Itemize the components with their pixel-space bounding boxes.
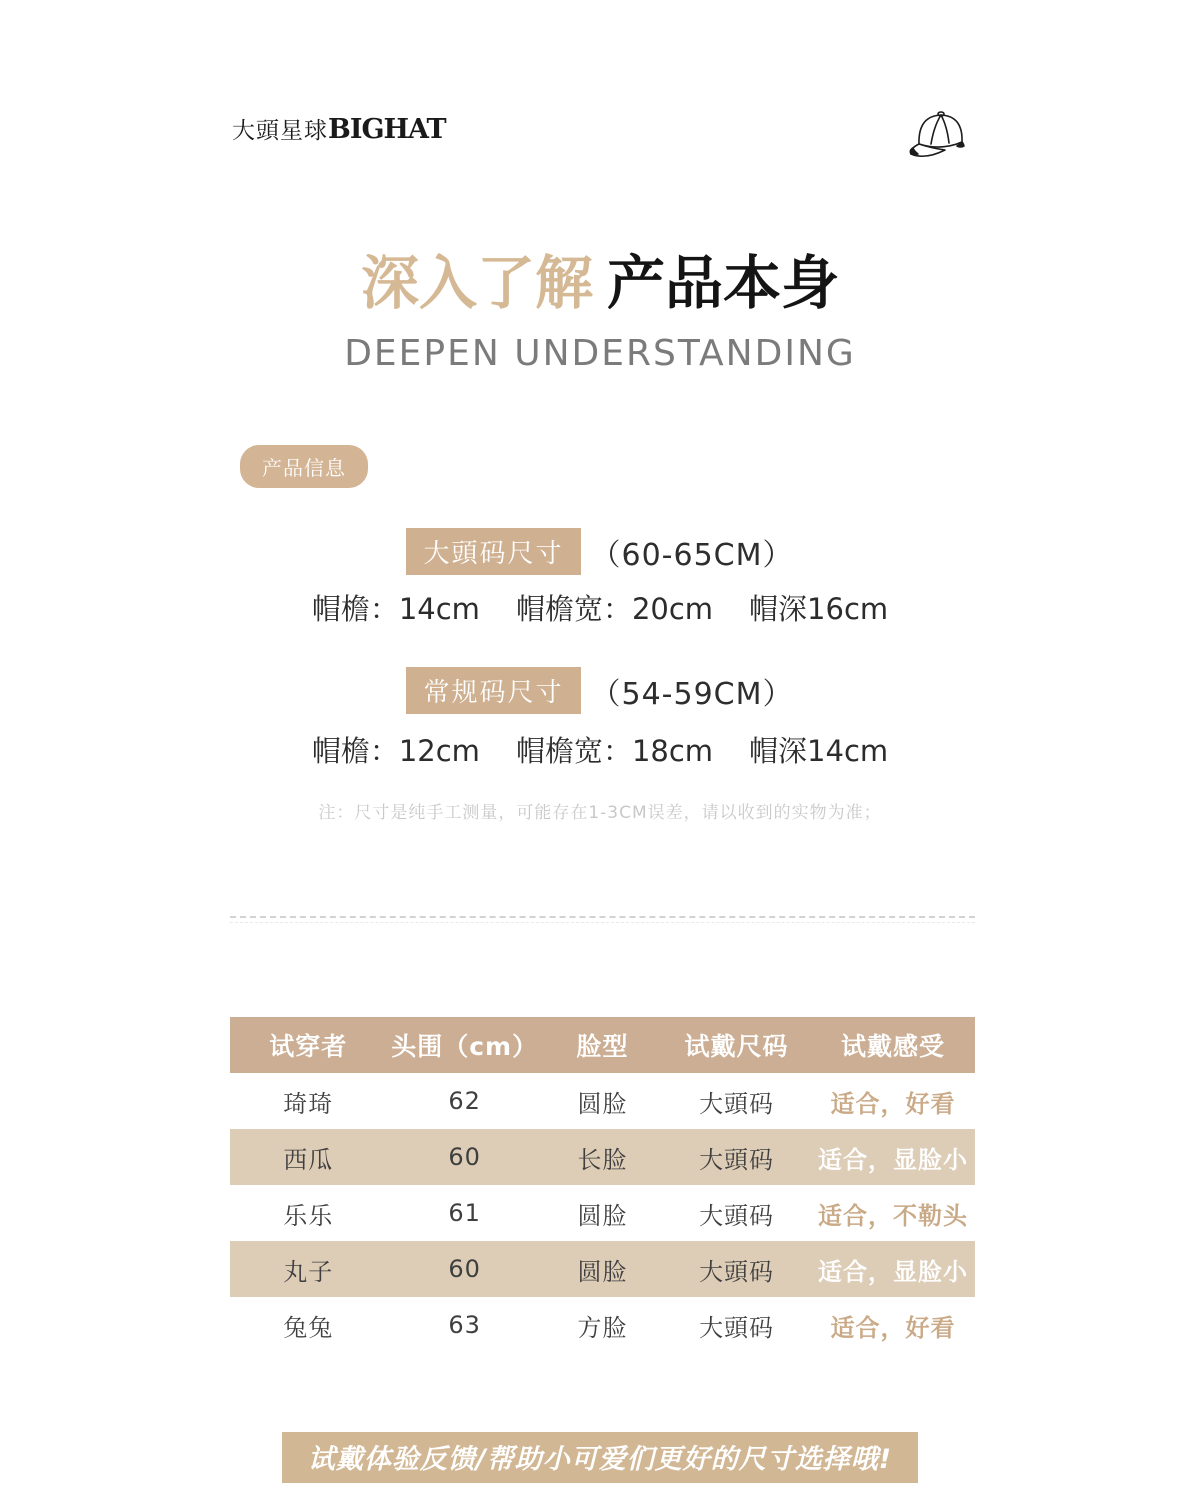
footer-banner-wrap [0, 1432, 1200, 1483]
dashed-divider-faint [230, 922, 975, 923]
size-badge-regular: 常规码尺寸 [406, 667, 580, 714]
table-cell: 圆脸 [577, 1089, 628, 1118]
size-section-regular [0, 667, 1200, 714]
table-header-row [230, 1017, 975, 1073]
size-badge-big: 大頭码尺寸 [406, 528, 580, 575]
table-cell: 大頭码 [699, 1313, 775, 1342]
page-title-main: 产品本身 [607, 249, 840, 317]
brand-name-cjk: 大頭星球 [232, 118, 328, 144]
table-cell: 适合，好看 [830, 1313, 956, 1342]
table-cell: 适合，显脸小 [818, 1145, 969, 1174]
table-cell: 圆脸 [577, 1201, 628, 1230]
page-title-accent: 深入了解 [360, 249, 593, 317]
table-cell: 琦琦 [283, 1089, 334, 1118]
page-title [0, 250, 1200, 317]
measurement-note: 注：尺寸是纯手工测量，可能存在1-3CM误差，请以收到的实物为准； [318, 803, 882, 823]
table-cell: 61 [448, 1199, 481, 1227]
table-cell: 大頭码 [699, 1089, 775, 1118]
table-row [230, 1297, 975, 1353]
spec-brim: 帽檐：14cm [311, 592, 480, 626]
table-cell: 大頭码 [699, 1257, 775, 1286]
table-cell: 62 [448, 1087, 481, 1115]
table-cell: 西瓜 [283, 1145, 334, 1174]
table-cell: 长脸 [577, 1145, 628, 1174]
size-range-regular: （54-59CM） [590, 676, 794, 712]
size-range-big: （60-65CM） [590, 537, 794, 573]
spec-brim: 帽檐：12cm [311, 734, 480, 768]
column-header: 试戴尺码 [662, 1017, 811, 1073]
table-cell: 适合，显脸小 [818, 1257, 969, 1286]
column-header: 脸型 [543, 1017, 662, 1073]
spec-brim-width: 帽檐宽：18cm [515, 734, 714, 768]
table-row [230, 1073, 975, 1129]
table-cell: 适合，不勒头 [818, 1201, 969, 1230]
table-cell: 60 [448, 1143, 481, 1171]
table-cell: 63 [448, 1311, 481, 1339]
product-info-badge: 产品信息 [240, 445, 368, 488]
size-specs-big [0, 587, 1200, 628]
size-specs-regular [0, 729, 1200, 770]
column-header: 试穿者 [230, 1017, 386, 1073]
dashed-divider [230, 916, 975, 918]
try-on-table [230, 1017, 975, 1353]
brand-logo [232, 112, 446, 145]
baseball-cap-icon [901, 104, 977, 170]
column-header: 头围（cm） [386, 1017, 542, 1073]
table-cell: 大頭码 [699, 1201, 775, 1230]
column-header: 试戴感受 [811, 1017, 975, 1073]
table-cell: 方脸 [577, 1313, 628, 1342]
table-cell: 乐乐 [283, 1201, 334, 1230]
spec-depth: 帽深14cm [749, 734, 889, 768]
size-section-big [0, 528, 1200, 575]
table-cell: 丸子 [283, 1257, 334, 1286]
hero-section [0, 250, 1200, 374]
table-cell: 大頭码 [699, 1145, 775, 1174]
table-cell: 60 [448, 1255, 481, 1283]
spec-depth: 帽深16cm [749, 592, 889, 626]
table-cell: 圆脸 [577, 1257, 628, 1286]
spec-brim-width: 帽檐宽：20cm [515, 592, 714, 626]
page-subtitle: DEEPEN UNDERSTANDING [344, 332, 856, 374]
table-cell: 适合，好看 [830, 1089, 956, 1118]
table-row [230, 1241, 975, 1297]
footer-banner: 试戴体验反馈/帮助小可爱们更好的尺寸选择哦! [282, 1432, 918, 1483]
table-cell: 兔兔 [283, 1313, 334, 1342]
table-row [230, 1185, 975, 1241]
brand-name-latin: BIGHAT [328, 114, 446, 145]
table-row [230, 1129, 975, 1185]
